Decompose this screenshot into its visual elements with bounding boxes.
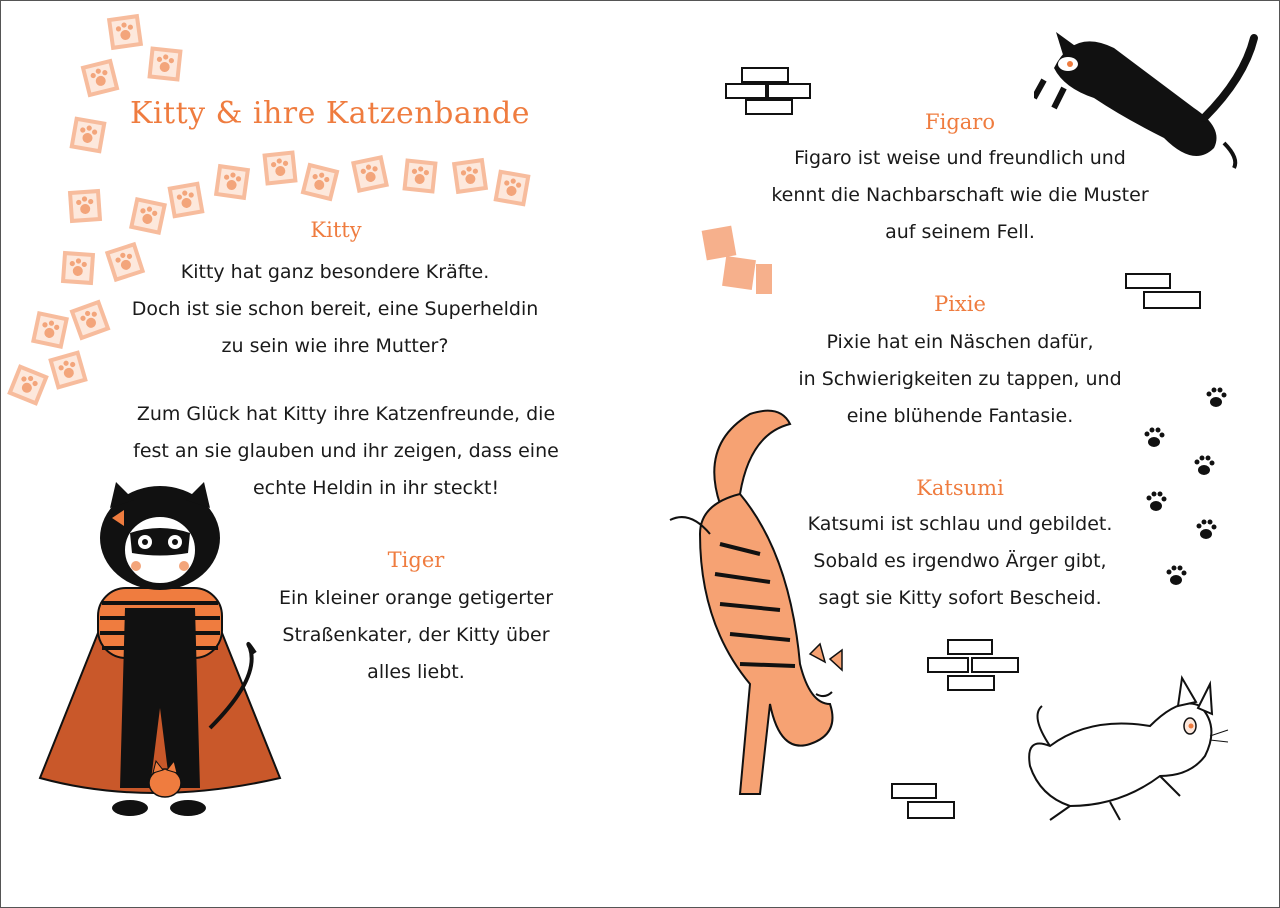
- text-line: Pixie hat ein Näschen dafür,: [826, 331, 1094, 353]
- text-line: kennt die Nachbarschaft wie die Muster: [771, 184, 1149, 206]
- text-line: fest an sie glauben und ihr zeigen, dass eine: [133, 440, 559, 462]
- katsumi-name: Katsumi: [916, 476, 1004, 500]
- text-line: Doch ist sie schon bereit, eine Superheldin: [131, 298, 539, 320]
- figaro-description: [750, 140, 1170, 251]
- text-line: Straßenkater, der Kitty über: [282, 624, 550, 646]
- kitty-name: Kitty: [310, 218, 362, 242]
- right-page: [640, 0, 1280, 908]
- figaro-name: Figaro: [925, 110, 995, 134]
- white-cat-icon: [1010, 666, 1230, 826]
- kitty-description: [100, 254, 570, 365]
- brick-icon: [890, 782, 960, 822]
- text-line: alles liebt.: [367, 661, 465, 683]
- text-line: zu sein wie ihre Mutter?: [221, 335, 449, 357]
- text-line: auf seinem Fell.: [885, 221, 1035, 243]
- text-line: echte Heldin in ihr steckt!: [252, 477, 500, 499]
- text-line: Ein kleiner orange getigerter: [278, 587, 554, 609]
- page-title: Kitty & ihre Katzenbande: [130, 96, 530, 131]
- text-line: Kitty hat ganz besondere Kräfte.: [180, 261, 490, 283]
- tiger-name: Tiger: [387, 548, 445, 572]
- text-line: Zum Glück hat Kitty ihre Katzenfreunde, die: [136, 403, 556, 425]
- brick-icon: [926, 638, 1022, 694]
- text-line: Sobald es irgendwo Ärger gibt,: [813, 550, 1107, 572]
- tiger-description: [236, 580, 596, 691]
- brick-icon: [724, 66, 814, 116]
- text-line: Figaro ist weise und freundlich und: [794, 147, 1126, 169]
- tiger-cat-icon: [660, 404, 860, 814]
- text-line: in Schwierigkeiten zu tappen, und: [798, 368, 1122, 390]
- brick-icon: [1124, 272, 1204, 312]
- text-line: sagt sie Kitty sofort Bescheid.: [818, 587, 1102, 609]
- text-line: eine blühende Fantasie.: [846, 405, 1074, 427]
- text-line: Katsumi ist schlau und gebildet.: [807, 513, 1113, 535]
- kitty-superhero-icon: [30, 478, 290, 838]
- pixie-name: Pixie: [934, 292, 986, 316]
